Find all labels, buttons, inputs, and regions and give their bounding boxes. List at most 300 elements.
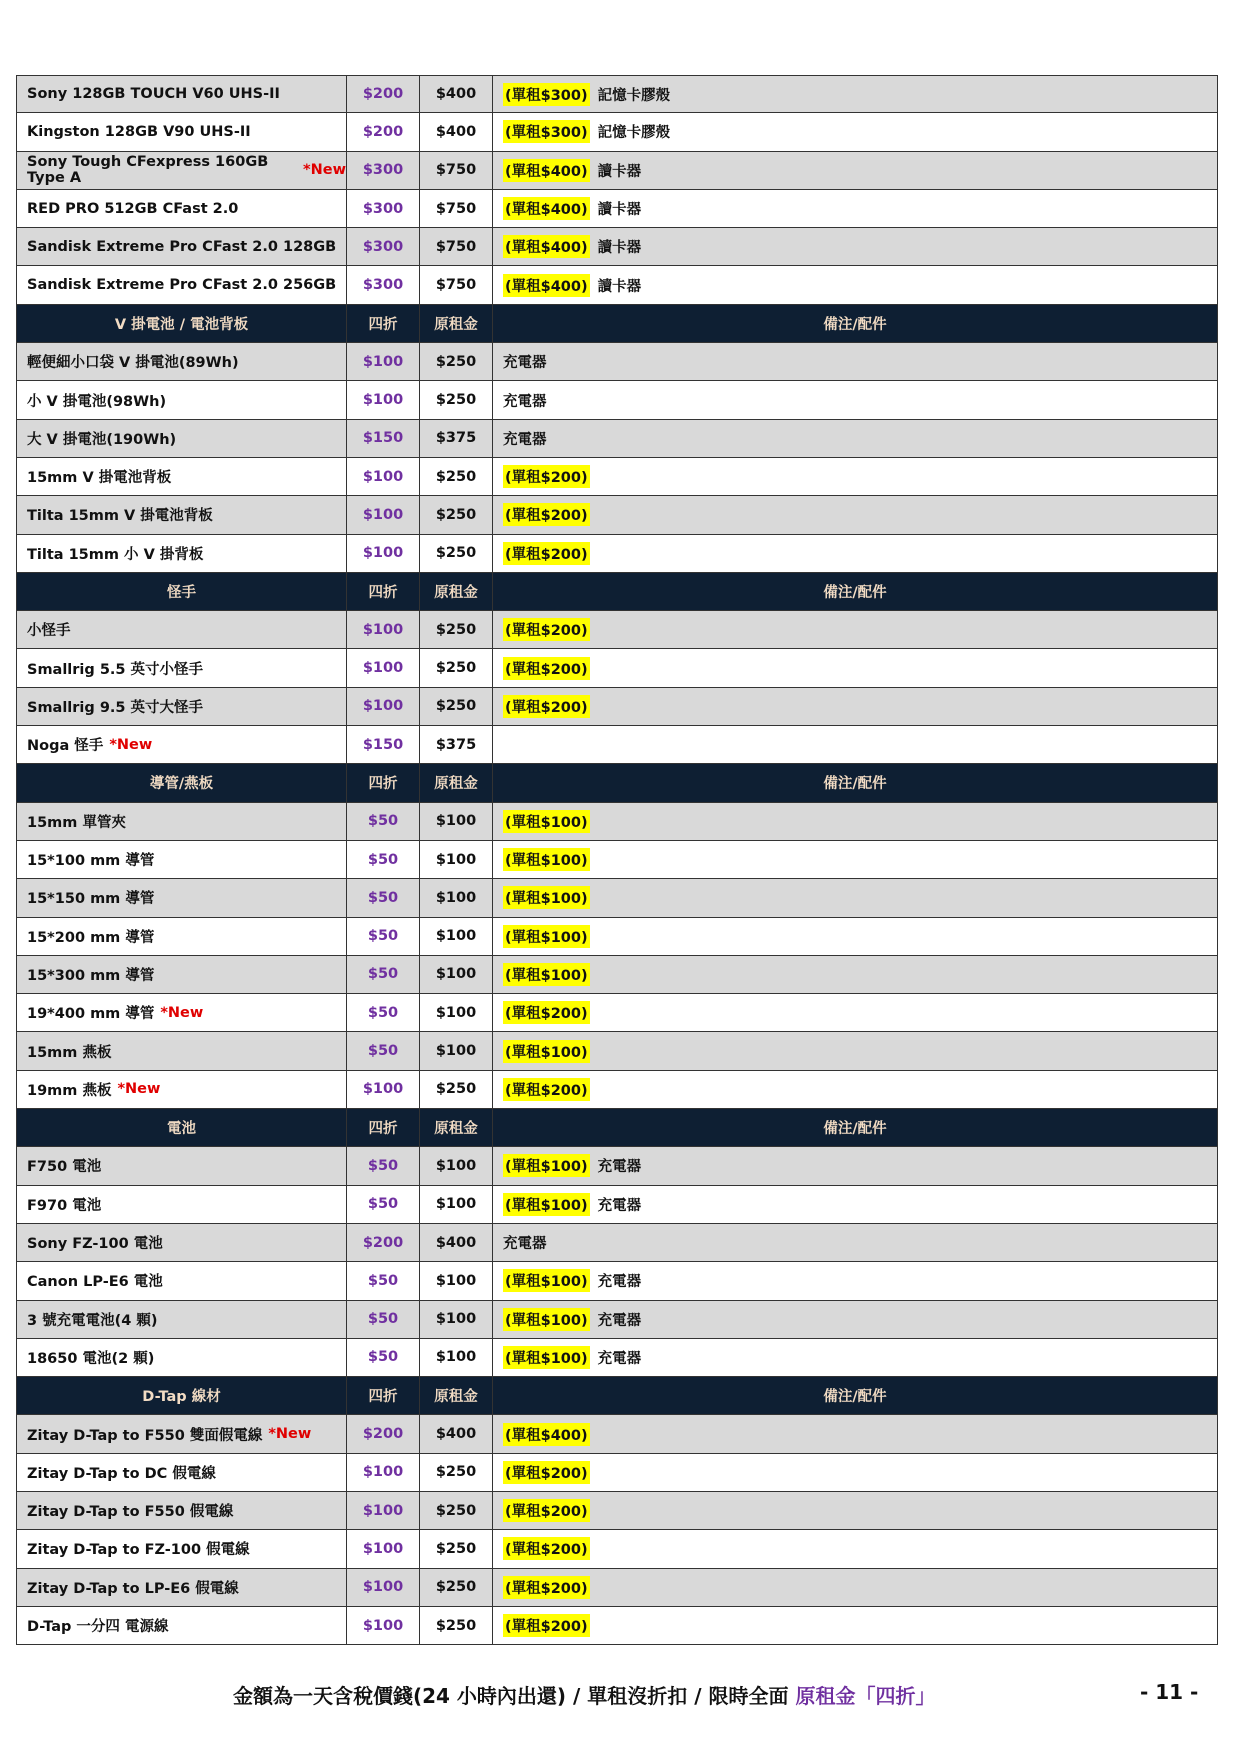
- discount-price: $50: [347, 994, 420, 1031]
- discount-price: $50: [347, 1262, 420, 1299]
- discount-price: $100: [347, 458, 420, 495]
- item-name-text: Zitay D-Tap to F550 雙面假電線: [27, 1427, 263, 1444]
- discount-price: $100: [347, 1530, 420, 1567]
- table-row: [16, 1530, 1218, 1568]
- item-name-text: RED PRO 512GB CFast 2.0: [27, 200, 239, 217]
- table-row: [16, 1339, 1218, 1377]
- item-name-text: 15*200 mm 導管: [27, 929, 155, 946]
- item-name-text: Smallrig 9.5 英寸大怪手: [27, 699, 204, 716]
- new-badge: *New: [117, 1081, 161, 1098]
- single-rent-price: (單租$200): [503, 657, 590, 680]
- table-row: [16, 1224, 1218, 1262]
- item-name: [16, 496, 347, 533]
- item-name-text: 19mm 燕板: [27, 1082, 112, 1099]
- accessory: 記憶卡膠殼: [597, 125, 671, 142]
- discount-header: 四折: [347, 1109, 420, 1146]
- discount-price: $100: [347, 535, 420, 572]
- item-name: [16, 1454, 347, 1491]
- accessory: 讀卡器: [597, 202, 642, 219]
- single-rent-price: (單租$200): [503, 542, 590, 565]
- item-name-text: F750 電池: [27, 1159, 102, 1176]
- single-rent-price: (單租$200): [503, 1001, 590, 1024]
- item-name-text: 電池: [167, 1121, 196, 1138]
- item-name-text: Canon LP-E6 電池: [27, 1274, 163, 1291]
- notes: [493, 841, 1218, 878]
- original-price: $750: [420, 152, 493, 189]
- accessory: 充電器: [503, 393, 547, 410]
- item-name: [16, 1262, 347, 1299]
- notes: [493, 1224, 1218, 1261]
- item-name: [16, 152, 347, 189]
- table-row: [16, 1569, 1218, 1607]
- original-price: $100: [420, 956, 493, 993]
- table-row: [16, 918, 1218, 956]
- section-title: [16, 1109, 347, 1146]
- discount-price: $50: [347, 1186, 420, 1223]
- item-name: [16, 1530, 347, 1567]
- section-header: [16, 573, 1218, 611]
- accessory: 記憶卡膠殼: [597, 87, 671, 104]
- item-name: [16, 726, 347, 763]
- discount-price: $50: [347, 1147, 420, 1184]
- discount-price: $200: [347, 113, 420, 150]
- notes: [493, 228, 1218, 265]
- item-name: [16, 1492, 347, 1529]
- discount-price: $50: [347, 1301, 420, 1338]
- notes: [493, 611, 1218, 648]
- discount-header: 四折: [347, 1377, 420, 1414]
- item-name: [16, 381, 347, 418]
- table-row: [16, 190, 1218, 228]
- notes: [493, 803, 1218, 840]
- table-row: [16, 113, 1218, 151]
- table-row: [16, 688, 1218, 726]
- accessory: 充電器: [503, 1236, 547, 1253]
- single-rent-price: (單租$400): [503, 235, 590, 258]
- section-title: [16, 1377, 347, 1414]
- single-rent-price: (單租$200): [503, 465, 590, 488]
- notes: [493, 152, 1218, 189]
- item-name: [16, 918, 347, 955]
- original-price: $250: [420, 649, 493, 686]
- single-rent-price: (單租$200): [503, 1461, 590, 1484]
- table-row: [16, 343, 1218, 381]
- original-price: $250: [420, 496, 493, 533]
- item-name-text: Noga 怪手: [27, 738, 104, 755]
- table-row: [16, 266, 1218, 304]
- table-row: [16, 1262, 1218, 1300]
- new-badge: *New: [109, 736, 153, 753]
- table-row: [16, 458, 1218, 496]
- single-rent-price: (單租$100): [503, 1346, 590, 1369]
- notes: [493, 535, 1218, 572]
- item-name: [16, 1071, 347, 1108]
- discount-price: $50: [347, 1032, 420, 1069]
- original-price: $250: [420, 1607, 493, 1644]
- original-price: $250: [420, 1454, 493, 1491]
- original-price: $400: [420, 1415, 493, 1452]
- original-header: 原租金: [420, 573, 493, 610]
- item-name: [16, 1301, 347, 1338]
- item-name: [16, 1339, 347, 1376]
- item-name-text: Zitay D-Tap to DC 假電線: [27, 1465, 216, 1482]
- single-rent-price: (單租$400): [503, 1423, 590, 1446]
- item-name: [16, 1186, 347, 1223]
- section-title: [16, 305, 347, 342]
- table-row: [16, 726, 1218, 764]
- single-rent-price: (單租$100): [503, 1269, 590, 1292]
- item-name: [16, 420, 347, 457]
- discount-price: $150: [347, 726, 420, 763]
- table-row: [16, 420, 1218, 458]
- original-price: $100: [420, 1301, 493, 1338]
- item-name-text: F970 電池: [27, 1197, 102, 1214]
- item-name: [16, 803, 347, 840]
- discount-price: $200: [347, 76, 420, 112]
- item-name: [16, 879, 347, 916]
- item-name: [16, 688, 347, 725]
- original-price: $750: [420, 228, 493, 265]
- notes-header: 備注/配件: [493, 1109, 1218, 1146]
- table-row: [16, 535, 1218, 573]
- single-rent-price: (單租$100): [503, 925, 590, 948]
- item-name: [16, 1224, 347, 1261]
- single-rent-price: (單租$300): [503, 120, 590, 143]
- accessory: 讀卡器: [597, 240, 642, 257]
- discount-price: $200: [347, 1224, 420, 1261]
- notes: [493, 1262, 1218, 1299]
- item-name: [16, 343, 347, 380]
- item-name: [16, 228, 347, 265]
- item-name-text: Sony 128GB TOUCH V60 UHS-II: [27, 86, 280, 103]
- discount-price: $50: [347, 879, 420, 916]
- item-name: [16, 1607, 347, 1644]
- discount-price: $300: [347, 266, 420, 303]
- original-price: $100: [420, 1262, 493, 1299]
- single-rent-price: (單租$200): [503, 503, 590, 526]
- notes-header: 備注/配件: [493, 1377, 1218, 1414]
- original-price: $100: [420, 879, 493, 916]
- table-row: [16, 228, 1218, 266]
- notes-header: 備注/配件: [493, 764, 1218, 801]
- item-name-text: Tilta 15mm V 掛電池背板: [27, 508, 213, 525]
- item-name-text: Kingston 128GB V90 UHS-II: [27, 123, 251, 140]
- item-name-text: Sandisk Extreme Pro CFast 2.0 256GB: [27, 277, 337, 294]
- item-name: [16, 1415, 347, 1452]
- notes: [493, 266, 1218, 303]
- single-rent-price: (單租$200): [503, 1078, 590, 1101]
- footer: [0, 1680, 1240, 1710]
- original-price: $375: [420, 726, 493, 763]
- table-row: [16, 1071, 1218, 1109]
- discount-header: 四折: [347, 764, 420, 801]
- discount-header: 四折: [347, 573, 420, 610]
- item-name: [16, 611, 347, 648]
- original-price: $400: [420, 113, 493, 150]
- original-price: $100: [420, 1032, 493, 1069]
- notes: [493, 113, 1218, 150]
- table-row: [16, 1454, 1218, 1492]
- table-row: [16, 381, 1218, 419]
- discount-price: $100: [347, 1071, 420, 1108]
- discount-price: $100: [347, 688, 420, 725]
- new-badge: *New: [268, 1426, 312, 1443]
- single-rent-price: (單租$100): [503, 963, 590, 986]
- new-badge: *New: [303, 162, 346, 179]
- original-price: $400: [420, 1224, 493, 1261]
- accessory: 充電器: [597, 1274, 642, 1291]
- notes: [493, 496, 1218, 533]
- item-name-text: 19*400 mm 導管: [27, 1006, 155, 1023]
- original-price: $750: [420, 266, 493, 303]
- original-price: $375: [420, 420, 493, 457]
- table-row: [16, 956, 1218, 994]
- table-row: [16, 994, 1218, 1032]
- original-price: $100: [420, 1186, 493, 1223]
- single-rent-price: (單租$200): [503, 618, 590, 641]
- notes: [493, 1032, 1218, 1069]
- item-name-text: V 掛電池 / 電池背板: [114, 316, 249, 333]
- original-price: $100: [420, 994, 493, 1031]
- item-name-text: Zitay D-Tap to LP-E6 假電線: [27, 1580, 239, 1597]
- item-name-text: Smallrig 5.5 英寸小怪手: [27, 661, 204, 678]
- section-title: [16, 573, 347, 610]
- notes: [493, 1569, 1218, 1606]
- page-number: - 11 -: [1140, 1680, 1199, 1704]
- notes: [493, 879, 1218, 916]
- notes: [493, 420, 1218, 457]
- table-row: [16, 1415, 1218, 1453]
- rental-price-table: [16, 75, 1218, 1645]
- original-header: 原租金: [420, 764, 493, 801]
- item-name-text: 15*150 mm 導管: [27, 891, 155, 908]
- table-row: [16, 152, 1218, 190]
- discount-price: $100: [347, 649, 420, 686]
- item-name: [16, 956, 347, 993]
- table-row: [16, 611, 1218, 649]
- discount-price: $100: [347, 1492, 420, 1529]
- original-price: $100: [420, 841, 493, 878]
- notes: [493, 956, 1218, 993]
- notes: [493, 76, 1218, 112]
- notes: [493, 1530, 1218, 1567]
- notes: [493, 1071, 1218, 1108]
- item-name: [16, 649, 347, 686]
- discount-price: $50: [347, 803, 420, 840]
- original-price: $400: [420, 76, 493, 112]
- new-badge: *New: [160, 1004, 204, 1021]
- original-price: $250: [420, 1569, 493, 1606]
- original-price: $250: [420, 535, 493, 572]
- discount-price: $100: [347, 611, 420, 648]
- single-rent-price: (單租$200): [503, 1537, 590, 1560]
- table-row: [16, 879, 1218, 917]
- original-price: $250: [420, 381, 493, 418]
- single-rent-price: (單租$400): [503, 274, 590, 297]
- single-rent-price: (單租$100): [503, 1308, 590, 1331]
- original-price: $250: [420, 1071, 493, 1108]
- notes: [493, 1492, 1218, 1529]
- item-name-text: Sony Tough CFexpress 160GB Type A: [27, 154, 269, 187]
- item-name: [16, 266, 347, 303]
- single-rent-price: (單租$400): [503, 197, 590, 220]
- single-rent-price: (單租$400): [503, 159, 590, 182]
- original-price: $750: [420, 190, 493, 227]
- item-name: [16, 1032, 347, 1069]
- notes: [493, 1147, 1218, 1184]
- discount-price: $100: [347, 496, 420, 533]
- discount-price: $50: [347, 956, 420, 993]
- notes: [493, 190, 1218, 227]
- notes: [493, 1607, 1218, 1644]
- discount-price: $100: [347, 381, 420, 418]
- discount-price: $50: [347, 918, 420, 955]
- item-name: [16, 76, 347, 112]
- table-row: [16, 1186, 1218, 1224]
- item-name-text: 15mm 燕板: [27, 1044, 112, 1061]
- accessory: 充電器: [597, 1159, 642, 1176]
- original-header: 原租金: [420, 1109, 493, 1146]
- notes: [493, 1339, 1218, 1376]
- item-name-text: 18650 電池(2 顆): [27, 1350, 155, 1367]
- section-header: [16, 1109, 1218, 1147]
- accessory: 充電器: [597, 1197, 642, 1214]
- item-name: [16, 535, 347, 572]
- discount-header: 四折: [347, 305, 420, 342]
- notes: [493, 726, 1218, 763]
- section-title: [16, 764, 347, 801]
- notes-header: 備注/配件: [493, 305, 1218, 342]
- discount-price: $150: [347, 420, 420, 457]
- item-name-text: 導管/燕板: [149, 776, 214, 793]
- notes: [493, 994, 1218, 1031]
- accessory: 讀卡器: [597, 278, 642, 295]
- single-rent-price: (單租$200): [503, 695, 590, 718]
- discount-price: $300: [347, 228, 420, 265]
- discount-price: $50: [347, 841, 420, 878]
- item-name-text: D-Tap 線材: [142, 1389, 221, 1406]
- single-rent-price: (單租$200): [503, 1614, 590, 1637]
- item-name-text: 15mm 單管夾: [27, 814, 126, 831]
- section-header: [16, 305, 1218, 343]
- notes: [493, 381, 1218, 418]
- item-name-text: D-Tap 一分四 電源線: [27, 1619, 169, 1636]
- original-price: $250: [420, 1530, 493, 1567]
- accessory: 充電器: [503, 431, 547, 448]
- table-row: [16, 75, 1218, 113]
- original-header: 原租金: [420, 1377, 493, 1414]
- table-row: [16, 496, 1218, 534]
- accessory: 讀卡器: [597, 163, 642, 180]
- item-name-text: Sony FZ-100 電池: [27, 1236, 163, 1253]
- original-price: $250: [420, 343, 493, 380]
- item-name: [16, 113, 347, 150]
- original-header: 原租金: [420, 305, 493, 342]
- table-row: [16, 803, 1218, 841]
- accessory: 充電器: [503, 355, 547, 372]
- discount-price: $100: [347, 1569, 420, 1606]
- original-price: $250: [420, 688, 493, 725]
- item-name: [16, 1569, 347, 1606]
- section-header: [16, 764, 1218, 802]
- original-price: $250: [420, 1492, 493, 1529]
- item-name-text: 小 V 掛電池(98Wh): [27, 393, 167, 410]
- single-rent-price: (單租$100): [503, 886, 590, 909]
- item-name-text: Zitay D-Tap to F550 假電線: [27, 1504, 234, 1521]
- section-header: [16, 1377, 1218, 1415]
- original-price: $100: [420, 918, 493, 955]
- single-rent-price: (單租$100): [503, 1154, 590, 1177]
- accessory: 充電器: [597, 1350, 642, 1367]
- notes: [493, 343, 1218, 380]
- notes: [493, 918, 1218, 955]
- table-row: [16, 1147, 1218, 1185]
- notes: [493, 1301, 1218, 1338]
- single-rent-price: (單租$100): [503, 810, 590, 833]
- item-name-text: 大 V 掛電池(190Wh): [27, 431, 177, 448]
- single-rent-price: (單租$100): [503, 1193, 590, 1216]
- footer-highlight: 原租金「四折」: [795, 1684, 936, 1708]
- table-row: [16, 649, 1218, 687]
- notes: [493, 688, 1218, 725]
- item-name-text: Zitay D-Tap to FZ-100 假電線: [27, 1542, 250, 1559]
- table-row: [16, 1607, 1218, 1645]
- item-name-text: 15*300 mm 導管: [27, 967, 155, 984]
- single-rent-price: (單租$200): [503, 1576, 590, 1599]
- footer-note: 金額為一天含稅價錢(24 小時內出還) / 單租沒折扣 / 限時全面 原租金「四折」: [233, 1684, 936, 1708]
- discount-price: $100: [347, 1607, 420, 1644]
- item-name: [16, 458, 347, 495]
- original-price: $100: [420, 803, 493, 840]
- item-name-text: 3 號充電電池(4 顆): [27, 1312, 158, 1329]
- table-row: [16, 841, 1218, 879]
- original-price: $250: [420, 458, 493, 495]
- original-price: $100: [420, 1339, 493, 1376]
- single-rent-price: (單租$100): [503, 1040, 590, 1063]
- discount-price: $50: [347, 1339, 420, 1376]
- item-name: [16, 1147, 347, 1184]
- table-row: [16, 1032, 1218, 1070]
- original-price: $250: [420, 611, 493, 648]
- discount-price: $100: [347, 1454, 420, 1491]
- item-name-text: 小怪手: [27, 623, 71, 640]
- item-name-text: Sandisk Extreme Pro CFast 2.0 128GB: [27, 238, 337, 255]
- item-name: [16, 190, 347, 227]
- discount-price: $200: [347, 1415, 420, 1452]
- discount-price: $100: [347, 343, 420, 380]
- discount-price: $300: [347, 190, 420, 227]
- single-rent-price: (單租$300): [503, 83, 590, 106]
- accessory: 充電器: [597, 1312, 642, 1329]
- notes: [493, 458, 1218, 495]
- notes: [493, 649, 1218, 686]
- item-name-text: 15*100 mm 導管: [27, 853, 155, 870]
- discount-price: $300: [347, 152, 420, 189]
- single-rent-price: (單租$100): [503, 848, 590, 871]
- item-name-text: 怪手: [167, 585, 196, 601]
- item-name-text: 15mm V 掛電池背板: [27, 470, 172, 487]
- item-name-text: Tilta 15mm 小 V 掛背板: [27, 546, 204, 563]
- table-row: [16, 1492, 1218, 1530]
- notes: [493, 1186, 1218, 1223]
- notes-header: 備注/配件: [493, 573, 1218, 610]
- item-name-text: 輕便細小口袋 V 掛電池(89Wh): [27, 355, 239, 372]
- notes: [493, 1415, 1218, 1452]
- item-name: [16, 841, 347, 878]
- notes: [493, 1454, 1218, 1491]
- original-price: $100: [420, 1147, 493, 1184]
- item-name: [16, 994, 347, 1031]
